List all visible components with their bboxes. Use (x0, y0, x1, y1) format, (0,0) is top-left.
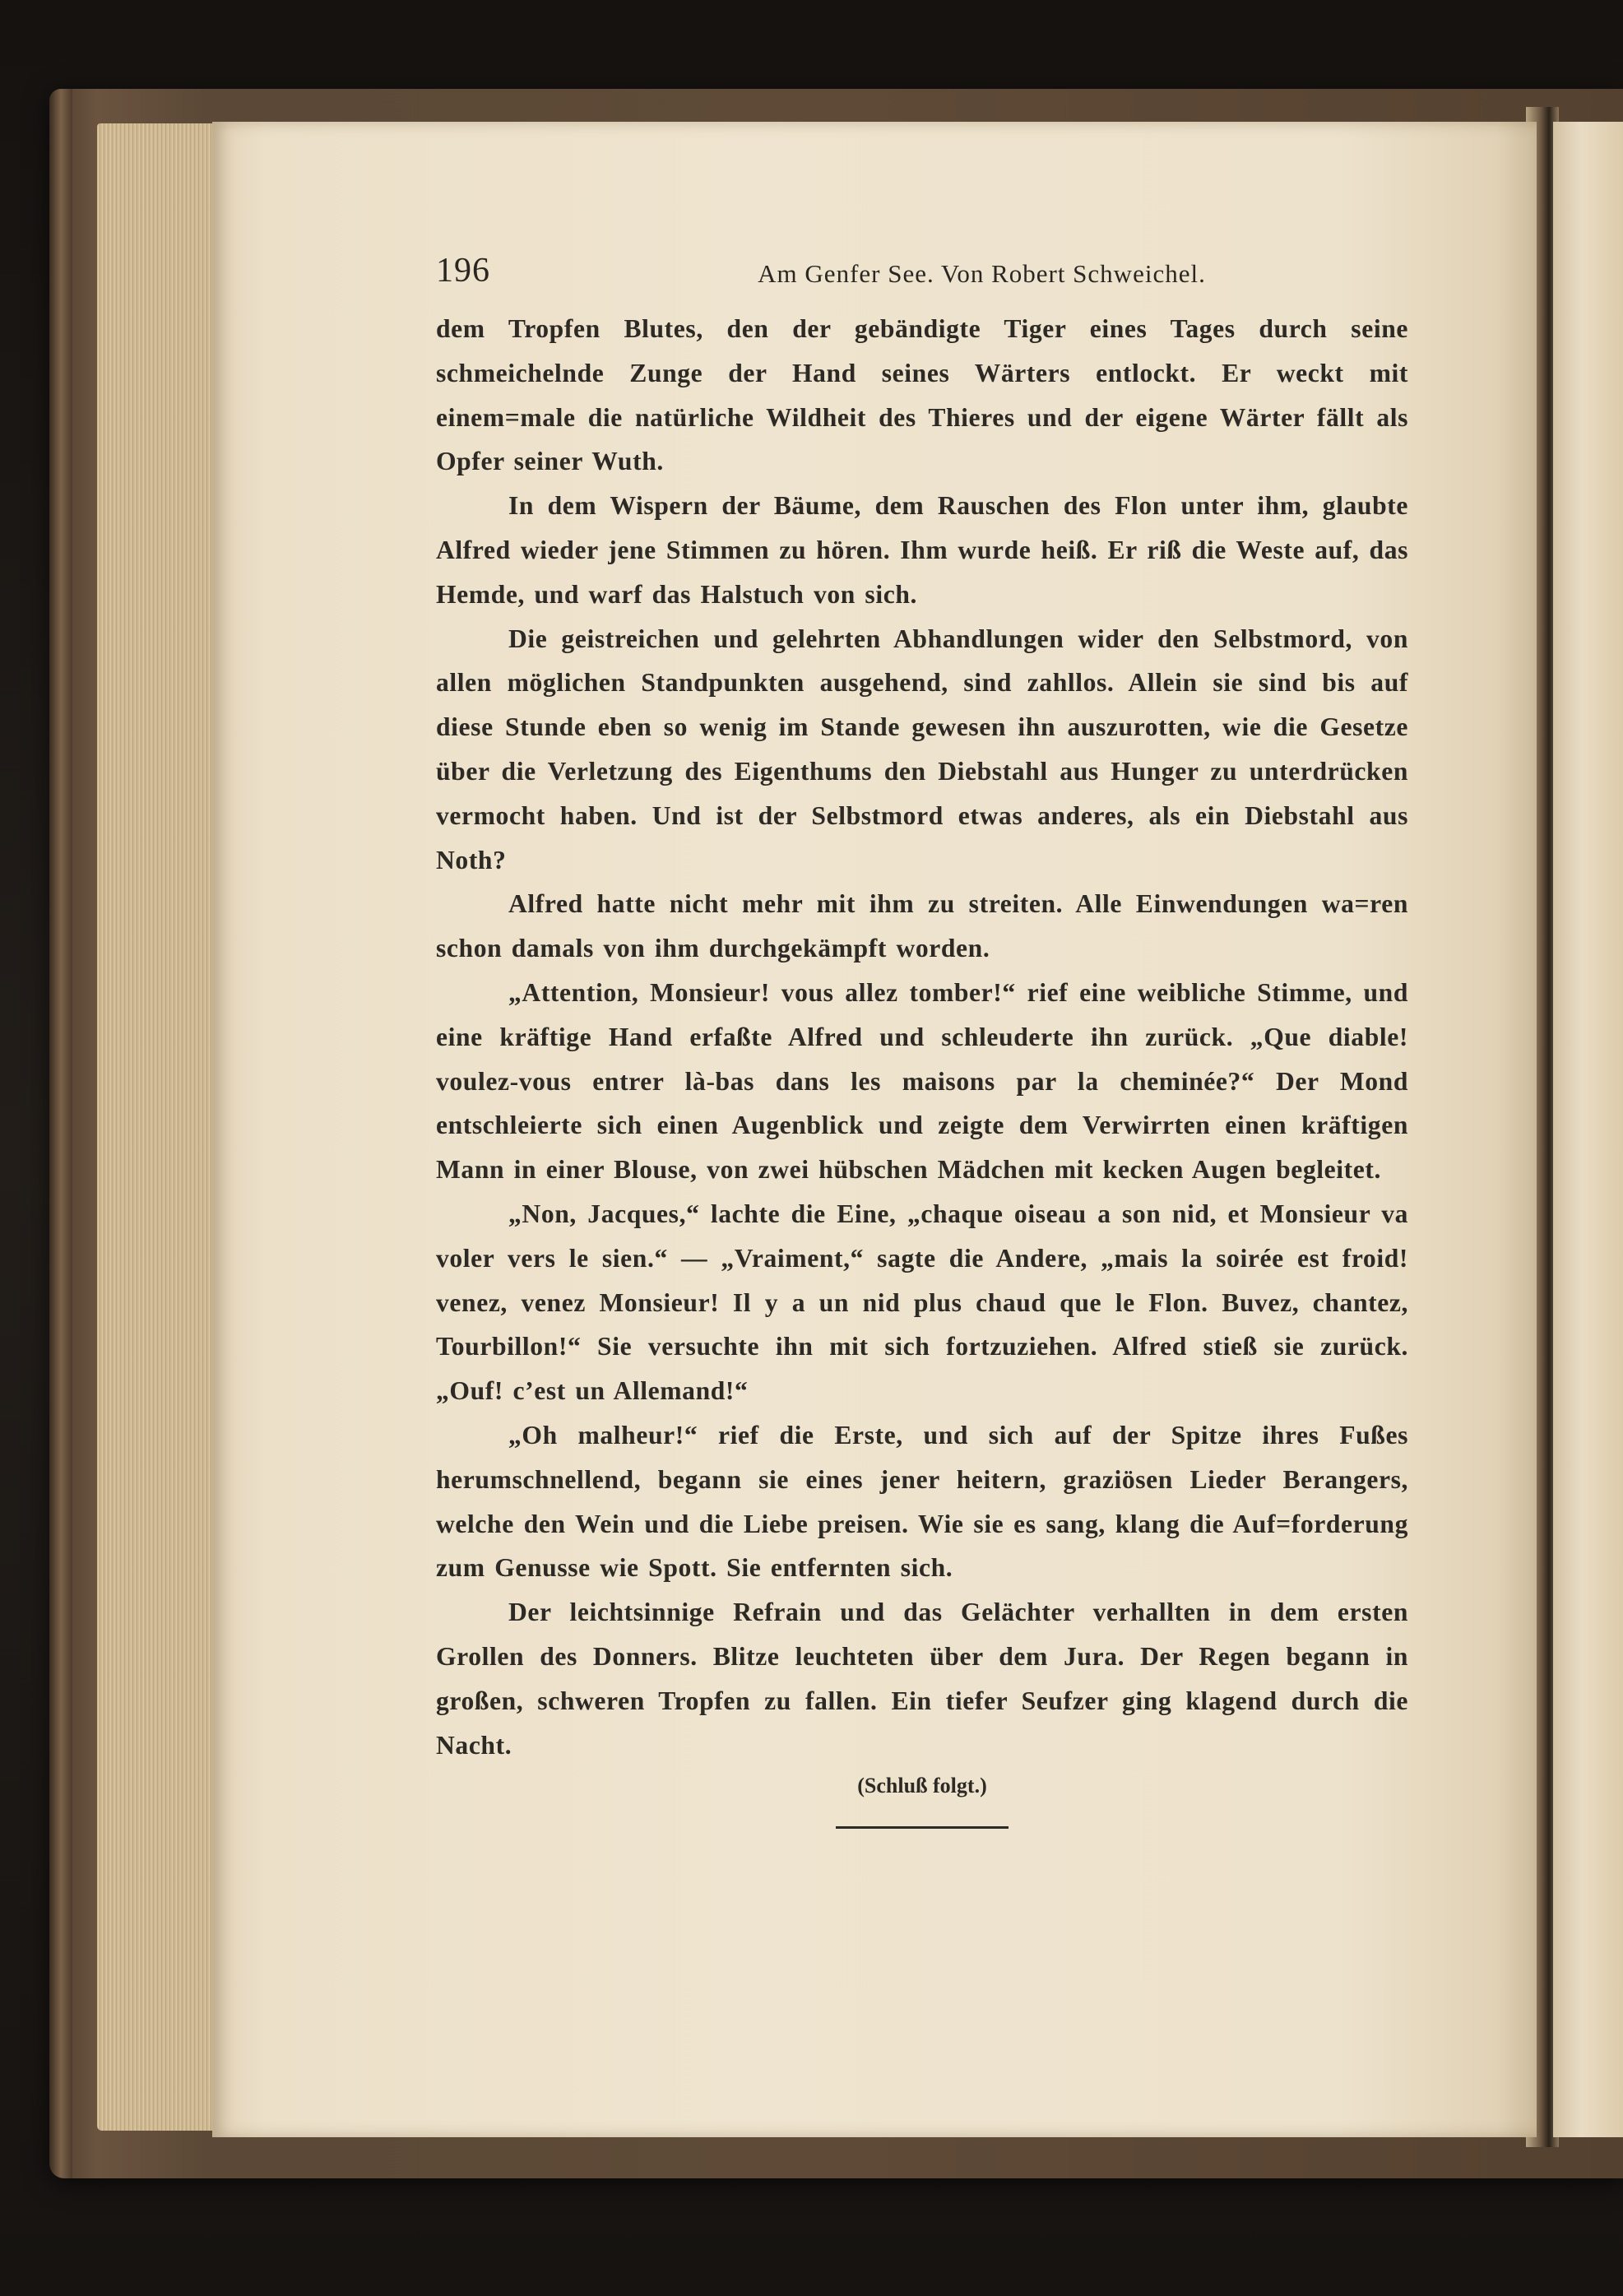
paragraph: „Attention, Monsieur! vous allez tomber!“ rief eine weibliche Stimme, und eine kräftige Hand erfaßte Alfred und schleuderte ihn zurück. „Que diable! voulez-vous entrer là-bas dans les maisons par la cheminée?“ Der Mond entschleierte sich einen Augenblick und zeigte dem Verwirrten einen kräftigen Mann in einer Blouse, von zwei hübschen Mädchen mit kecken Augen begleitet. (436, 977, 1408, 1185)
paragraph: „Non, Jacques,“ lachte die Eine, „chaque oiseau a son nid, et Monsieur va voler vers le sien.“ — „Vraiment,“ sagte die Andere, „mais la soirée est froid! venez, venez Monsieur! Il y a un nid plus chaud que le Flon. Buvez, chantez, Tourbillon!“ Sie versuchte ihn mit sich fortzuziehen. Alfred stieß sie zurück. „Ouf! c’est un Allemand!“ (436, 1199, 1408, 1406)
page-number: 196 (436, 252, 490, 290)
page-content (436, 251, 1408, 1829)
paragraph: dem Tropfen Blutes, den der gebändigte Tiger eines Tages durch seine schmeichelnde Zunge der Hand seines Wärters entlockt. Er weckt mit einem=male die natürliche Wildheit des Thieres und der eigene Wärter fällt als Opfer seiner Wuth. (436, 314, 1408, 476)
page-header (436, 251, 1408, 305)
body-text (436, 307, 1408, 1767)
paragraph: In dem Wispern der Bäume, dem Rauschen des Flon unter ihm, glaubte Alfred wieder jene Stimmen zu hören. Ihm wurde heiß. Er riß die Weste auf, das Hemde, und warf das Halstuch von sich. (436, 491, 1408, 609)
continuation-note: (Schluß folgt.) (857, 1774, 987, 1798)
paragraph: Die geistreichen und gelehrten Abhandlungen wider den Selbstmord, von allen möglichen Standpunkten ausgehend, sind zahllos. Allein sie sind bis auf diese Stunde eben so wenig im Stande gewesen ihn auszurotten, wie die Gesetze über die Verletzung des Eigenthums den Diebstahl aus Hunger zu unterdrücken vermocht haben. Und ist der Selbstmord etwas anderes, als ein Diebstahl aus Noth? (436, 624, 1408, 874)
facing-page (1553, 122, 1623, 2137)
running-title: Am Genfer See. Von Robert Schweichel. (758, 259, 1206, 288)
paragraph: Alfred hatte nicht mehr mit ihm zu streiten. Alle Einwendungen wa=ren schon damals von ihm durchgekämpft worden. (436, 889, 1408, 963)
paragraph: Der leichtsinnige Refrain und das Gelächter verhallten in dem ersten Grollen des Donners. Blitze leuchteten über dem Jura. Der Regen begann in großen, schweren Tropfen zu fallen. Ein tiefer Seufzer ging klagend durch die Nacht. (436, 1598, 1408, 1760)
paragraph: „Oh malheur!“ rief die Erste, und sich auf der Spitze ihres Fußes herumschnellend, begann sie eines jener heitern, graziösen Lieder Berangers, welche den Wein und die Liebe preisen. Wie sie es sang, klang die Auf=forderung zum Genusse wie Spott. Sie entfernten sich. (436, 1420, 1408, 1583)
end-rule (836, 1826, 1009, 1829)
book-cover-edge (49, 89, 72, 2178)
page-edges (97, 123, 220, 2131)
